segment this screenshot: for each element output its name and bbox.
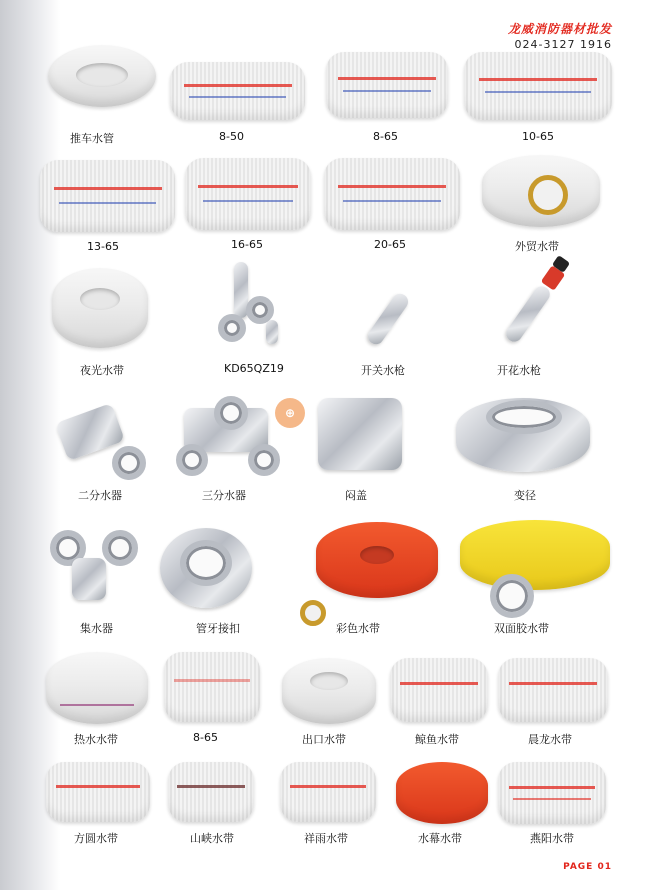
page-number: PAGE 01 xyxy=(563,862,612,872)
hose-image xyxy=(324,158,460,230)
hose-image xyxy=(48,45,156,107)
fitting-image xyxy=(214,396,248,430)
product-label: 13-65 xyxy=(87,240,119,253)
phone-number: 024-3127 1916 xyxy=(514,38,612,51)
hose-image xyxy=(282,658,376,724)
fitting-image xyxy=(180,540,232,586)
hose-image xyxy=(46,762,150,822)
hose-image xyxy=(390,658,488,722)
product-label: 20-65 xyxy=(374,238,406,251)
product-label: 集水器 xyxy=(80,622,113,635)
product-label: 夜光水带 xyxy=(80,364,124,377)
product-label: 二分水器 xyxy=(78,489,122,502)
product-label: 水幕水带 xyxy=(418,832,462,845)
hose-image xyxy=(464,52,612,120)
product-label: 开花水枪 xyxy=(497,364,541,377)
hose-image xyxy=(498,658,608,722)
nozzle-image xyxy=(365,291,411,348)
fitting-image xyxy=(486,400,562,434)
fitting-image xyxy=(112,446,146,480)
product-label: 16-65 xyxy=(231,238,263,251)
page-header xyxy=(508,20,612,51)
hose-image xyxy=(482,155,600,227)
hose-image xyxy=(40,160,175,232)
product-label: 祥雨水带 xyxy=(304,832,348,845)
watermark-logo: ⊕ xyxy=(275,398,305,428)
left-page-shadow xyxy=(0,0,60,890)
product-label: 出口水带 xyxy=(302,733,346,746)
hose-image xyxy=(168,762,254,822)
product-label: 燕阳水带 xyxy=(530,832,574,845)
hose-image xyxy=(46,652,148,724)
hose-image xyxy=(280,762,376,822)
product-label: 方圆水带 xyxy=(74,832,118,845)
hose-image xyxy=(396,762,488,824)
fitting-image xyxy=(248,444,280,476)
product-label: 热水水带 xyxy=(74,733,118,746)
product-label: 外贸水带 xyxy=(515,240,559,253)
nozzle-image xyxy=(503,283,553,345)
product-label: 鲸鱼水带 xyxy=(415,733,459,746)
product-label: 8-50 xyxy=(219,130,244,143)
product-label: 开关水枪 xyxy=(361,364,405,377)
product-label: 管牙接扣 xyxy=(196,622,240,635)
hose-image xyxy=(326,52,448,118)
product-label: KD65QZ19 xyxy=(224,362,284,375)
fitting-image xyxy=(102,530,138,566)
hose-image xyxy=(164,652,260,722)
product-label: 变径 xyxy=(514,489,536,502)
hose-image xyxy=(185,158,311,230)
hose-image xyxy=(460,520,610,590)
hose-image xyxy=(498,762,606,824)
product-label: 双面胶水带 xyxy=(494,622,549,635)
product-label: 山峡水带 xyxy=(190,832,234,845)
product-label: 晨龙水带 xyxy=(528,733,572,746)
collector-image xyxy=(72,558,106,600)
product-label: 8-65 xyxy=(193,731,218,744)
brand-name: 龙威消防器材批发 xyxy=(507,22,612,36)
fitting-image xyxy=(218,314,246,342)
fitting-image xyxy=(490,574,534,618)
product-label: 三分水器 xyxy=(202,489,246,502)
hose-image xyxy=(52,268,148,348)
product-label: 彩色水带 xyxy=(336,622,380,635)
product-label: 推车水管 xyxy=(70,132,114,145)
product-label: 8-65 xyxy=(373,130,398,143)
hose-image xyxy=(170,62,305,120)
fitting-image xyxy=(266,320,278,344)
product-label: 10-65 xyxy=(522,130,554,143)
cap-image xyxy=(318,398,402,470)
hose-image xyxy=(316,522,438,598)
fitting-image xyxy=(300,600,326,626)
fitting-image xyxy=(176,444,208,476)
product-label: 闷盖 xyxy=(345,489,367,502)
